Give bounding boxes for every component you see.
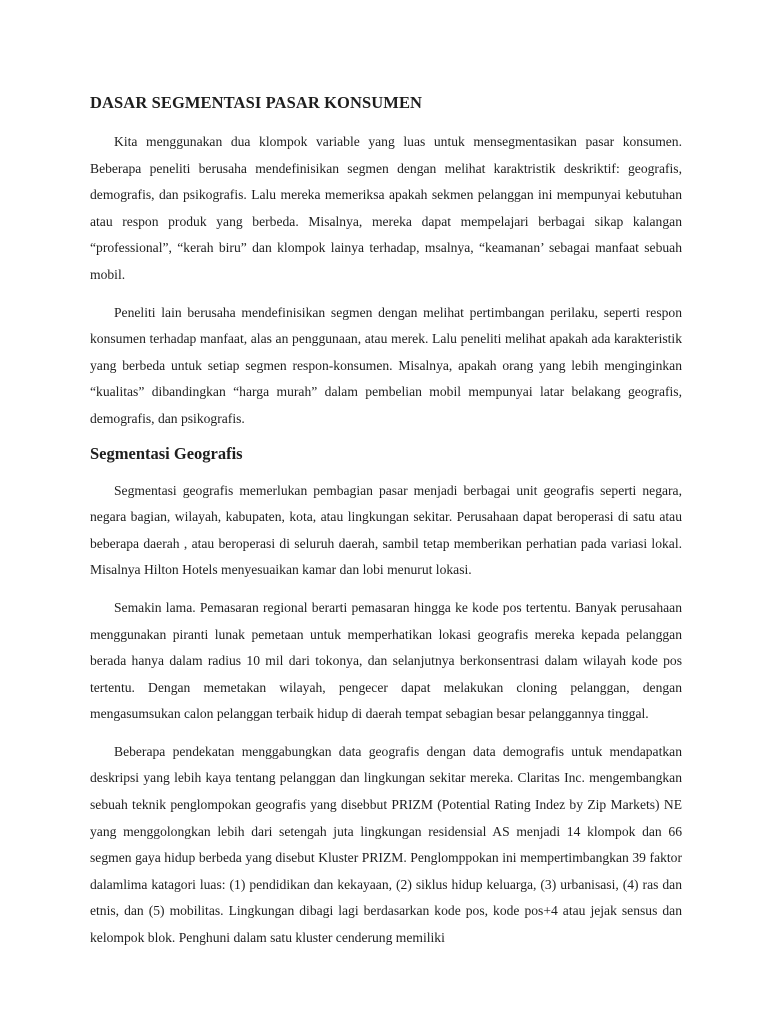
section-heading: Segmentasi Geografis (90, 443, 243, 463)
section-paragraph-1: Segmentasi geografis memerlukan pembagian pasar menjadi berbagai unit geografis seperti negara, negara bagian, wilayah, kabupaten, kota, atau lingkungan sekitar. Perusahaan dapat beroperasi di satu atau beberapa daerah , atau beroperasi di seluruh daerah, sambil tetap memberikan perhatian pada variasi lokal. Misalnya Hilton Hotels menyesuaikan kamar dan lobi menurut lokasi. (90, 482, 682, 578)
document-title: DASAR SEGMENTASI PASAR KONSUMEN (90, 93, 423, 112)
intro-paragraph-2: Peneliti lain berusaha mendefinisikan segmen dengan melihat pertimbangan perilaku, seperti respon konsumen terhadap manfaat, alas an penggunaan, atau merek. Lalu peneliti melihat apakah ada karakteristik yang berbeda untuk setiap segmen respon-konsumen. Misalnya, apakah orang yang lebih menginginkan “kualitas” dibandingkan “harga murah” dalam pembelian mobil mempunyai latar belakang geografis, demografis, dan psikografis. (90, 304, 682, 426)
section-paragraph-2: Semakin lama. Pemasaran regional berarti pemasaran hingga ke kode pos tertentu. Banyak perusahaan menggunakan piranti lunak pemetaan untuk memperhatikan lokasi geografis mereka kepada pelanggan berada hanya dalam radius 10 mil dari tokonya, dan selanjutnya berkonsentrasi dalam wilayah kode pos tertentu. Dengan memetakan wilayah, pengecer dapat melakukan cloning pelanggan, dengan mengasumsukan calon pelanggan terbaik hidup di daerah tempat sebagian besar pelanggannya tinggal. (90, 599, 682, 722)
intro-paragraph-1: Kita menggunakan dua klompok variable yang luas untuk mensegmentasikan pasar konsumen. Beberapa peneliti berusaha mendefinisikan segmen dengan melihat karaktristik deskriktif: geografis, demografis, dan psikografis. Lalu mereka memeriksa apakah sekmen pelanggan ini mempunyai kebutuhan atau respon produk yang berbeda. Misalnya, mereka dapat mempelajari berbagai sikap kalangan “professional”, “kerah biru” dan klompok lainya terhadap, msalnya, “keamanan’ sebagai manfaat sebuah mobil. (90, 134, 682, 282)
section-paragraph-3: Beberapa pendekatan menggabungkan data geografis dengan data demografis untuk mendapatkan deskripsi yang lebih kaya tentang pelanggan dan lingkungan sekitar mereka. Claritas Inc. mengembangkan sebuah teknik penglompokan geografis yang disebbut PRIZM (Potential Rating Indez by Zip Markets) NE yang menggolongkan lebih dari setengah juta lingkungan residensial AS menjadi 14 klompok dan 66 segmen gaya hidup berbeda yang disebut Kluster PRIZM. Penglomppokan ini mempertimbangkan 39 faktor dalamlima katagori luas: (1) pendidikan dan kekayaan, (2) siklus hidup keluarga, (3) urbanisasi, (4) ras dan etnis, dan (5) mobilitas. Lingkungan dibagi lagi berdasarkan kode pos, kode pos+4 atau jejak sensus dan kelompok blok. Penghuni dalam satu kluster cenderung memiliki (90, 743, 682, 946)
